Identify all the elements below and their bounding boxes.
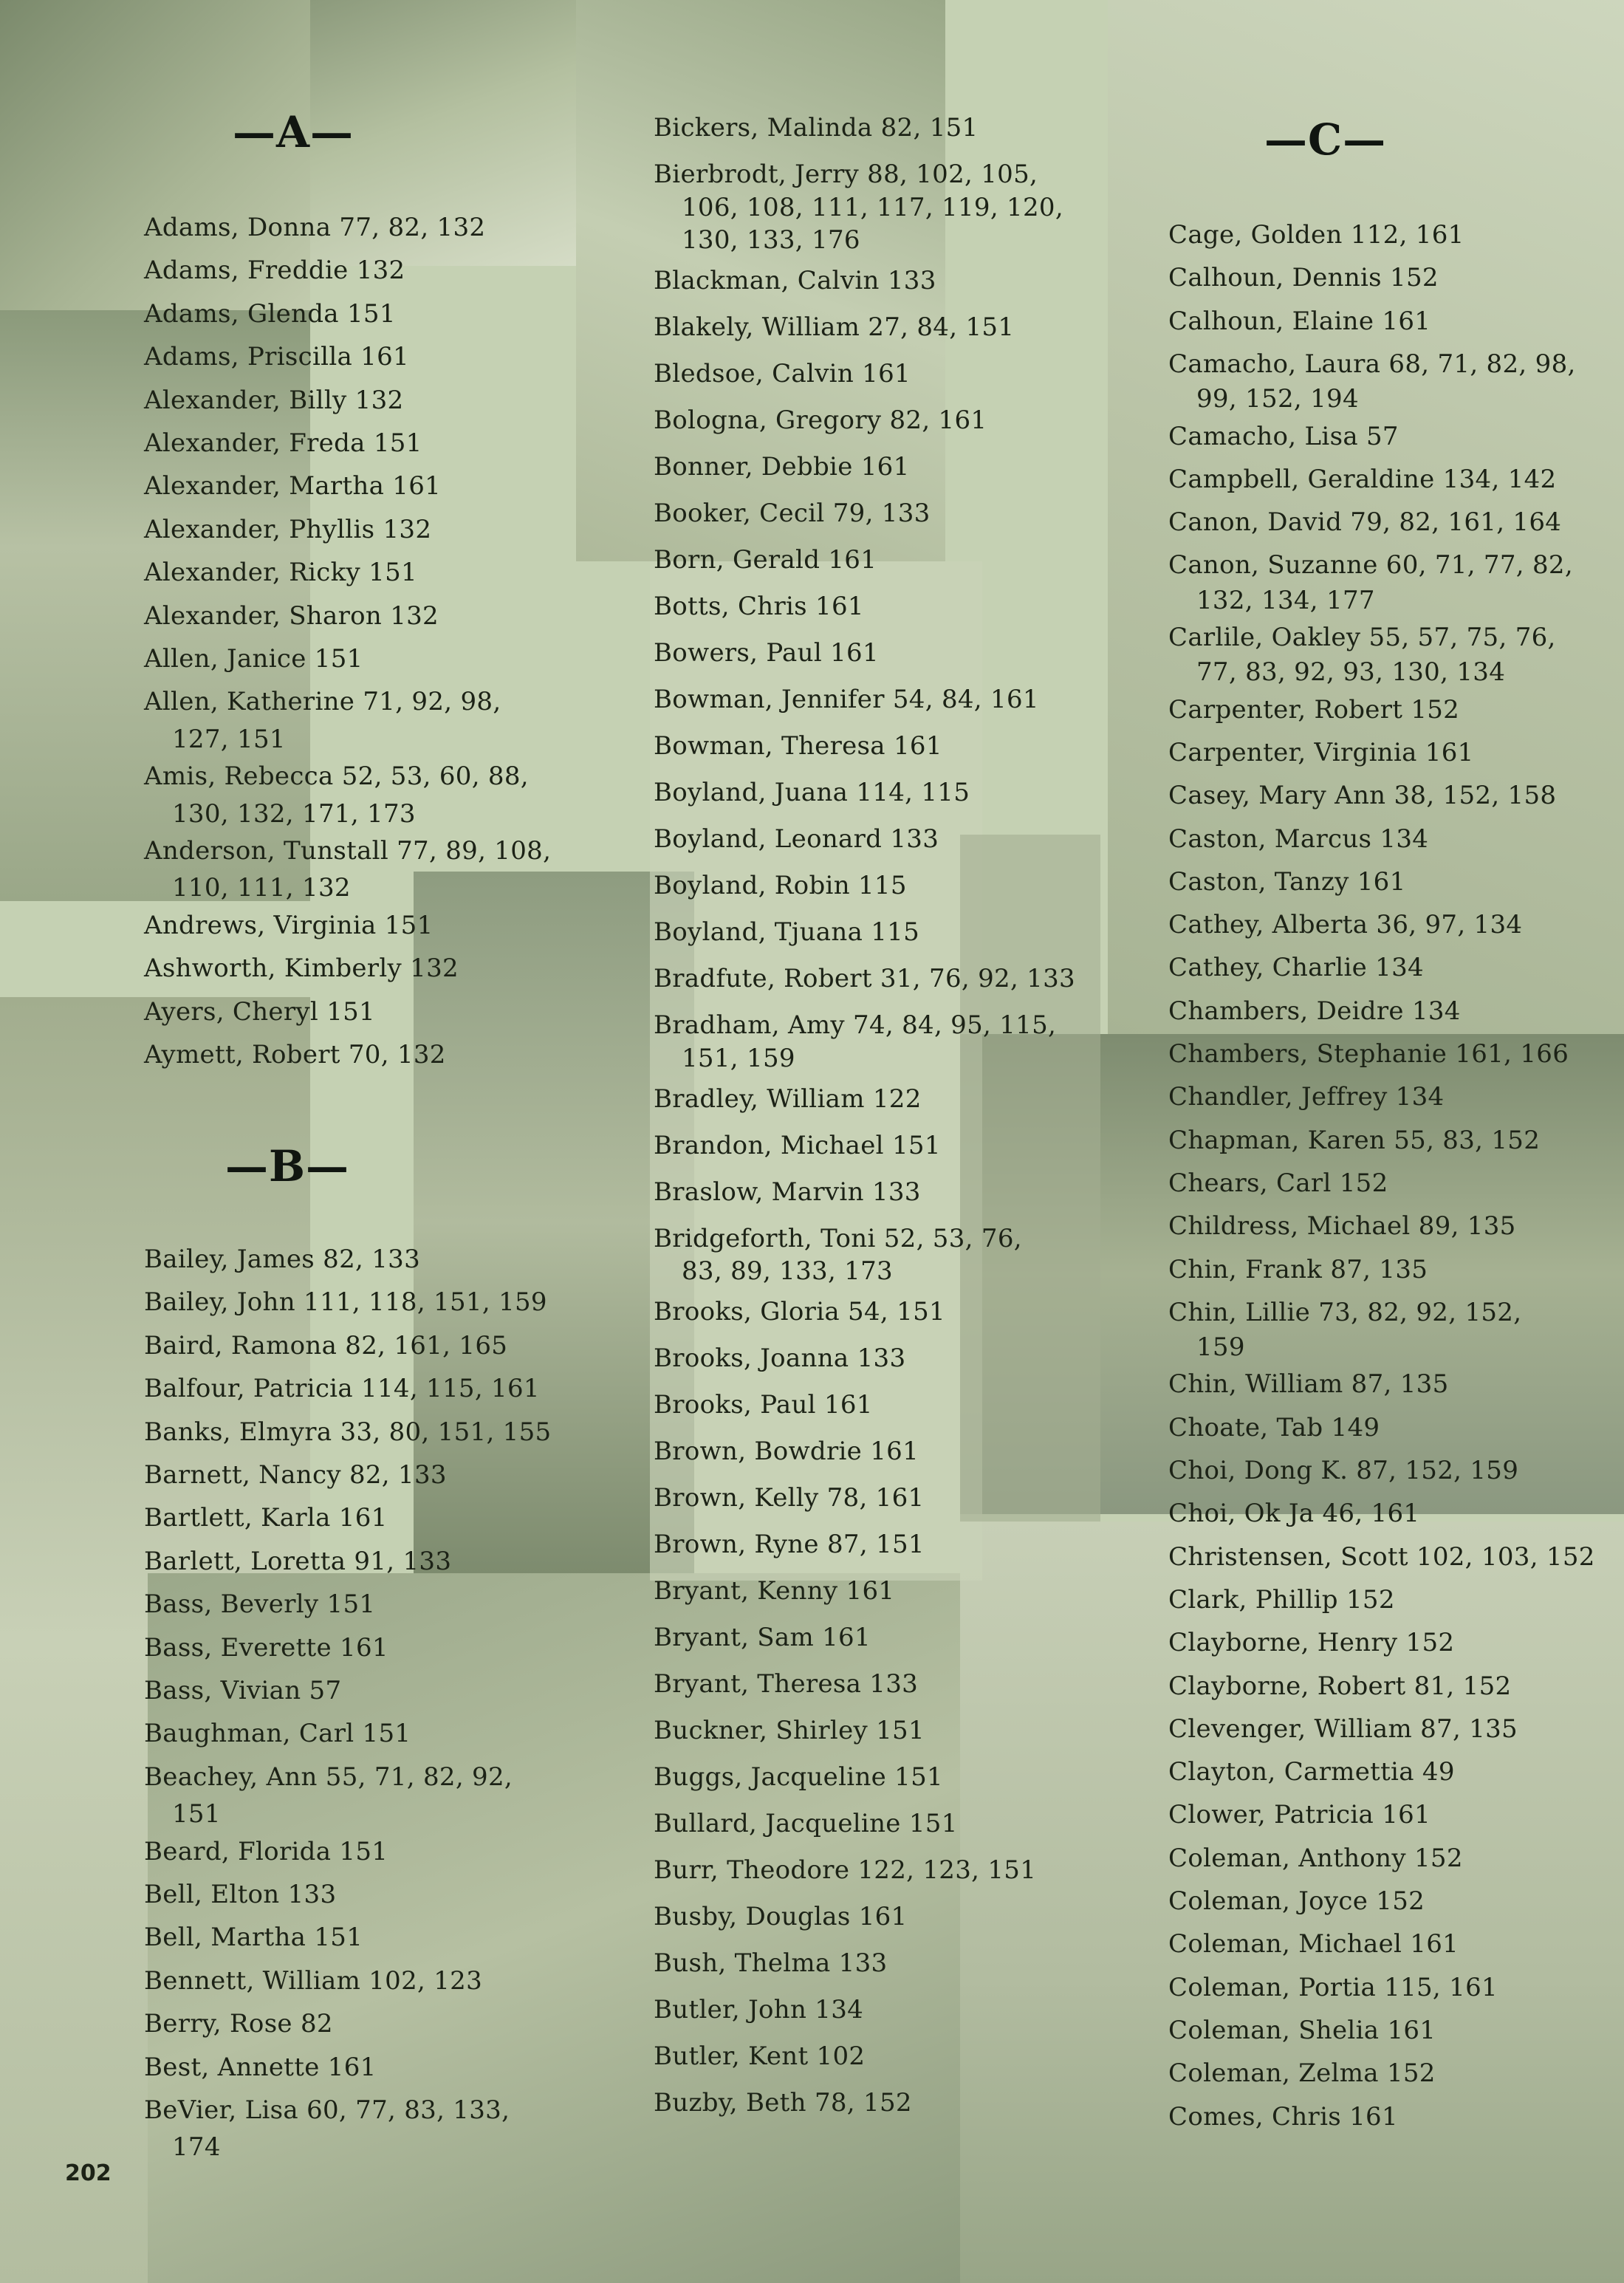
index-entry: Choi, Dong K. 87, 152, 159 <box>1168 1456 1519 1485</box>
index-entry: Brooks, Joanna 133 <box>654 1344 906 1373</box>
index-entry: Campbell, Geraldine 134, 142 <box>1168 464 1557 494</box>
index-entry: Bryant, Theresa 133 <box>654 1669 919 1699</box>
index-entry: Carpenter, Robert 152 <box>1168 694 1460 725</box>
index-entry: BeVier, Lisa 60, 77, 83, 133, <box>144 2095 510 2125</box>
index-entry: Boyland, Robin 115 <box>654 871 907 900</box>
index-entry: Bowers, Paul 161 <box>654 638 879 668</box>
index-entry: Bass, Vivian 57 <box>144 1676 342 1705</box>
index-entry: Coleman, Portia 115, 161 <box>1168 1972 1498 2002</box>
index-entry-continuation: 127, 151 <box>172 724 286 754</box>
index-entry: Braslow, Marvin 133 <box>654 1177 921 1207</box>
index-entry: Chapman, Karen 55, 83, 152 <box>1168 1125 1541 1155</box>
index-entry: Bradham, Amy 74, 84, 95, 115, <box>654 1010 1057 1040</box>
index-entry: Carpenter, Virginia 161 <box>1168 737 1474 767</box>
index-entry: Chambers, Deidre 134 <box>1168 996 1461 1026</box>
index-entry: Chin, Frank 87, 135 <box>1168 1254 1428 1284</box>
index-entry: Alexander, Martha 161 <box>144 471 442 502</box>
index-entry: Bell, Elton 133 <box>144 1880 337 1909</box>
index-entry: Canon, David 79, 82, 161, 164 <box>1168 507 1562 538</box>
index-entry: Bell, Martha 151 <box>144 1923 363 1953</box>
index-entry: Bailey, John 111, 118, 151, 159 <box>144 1287 547 1318</box>
index-entry-continuation: 174 <box>172 2132 221 2163</box>
index-entry: Brown, Kelly 78, 161 <box>654 1483 925 1513</box>
index-entry-continuation: 132, 134, 177 <box>1196 585 1375 615</box>
index-entry: Aymett, Robert 70, 132 <box>144 1040 446 1069</box>
index-entry: Calhoun, Elaine 161 <box>1168 306 1431 336</box>
index-entry-continuation: 83, 89, 133, 173 <box>682 1256 893 1286</box>
index-entry: Christensen, Scott 102, 103, 152 <box>1168 1541 1595 1572</box>
index-entry: Barnett, Nancy 82, 133 <box>144 1460 447 1490</box>
index-entry: Bradfute, Robert 31, 76, 92, 133 <box>654 964 1075 993</box>
index-entry: Clower, Patricia 161 <box>1168 1800 1431 1830</box>
index-entry: Bierbrodt, Jerry 88, 102, 105, <box>654 160 1038 189</box>
index-entry: Busby, Douglas 161 <box>654 1902 908 1931</box>
index-entry: Coleman, Zelma 152 <box>1168 2058 1436 2089</box>
index-entry: Adams, Glenda 151 <box>144 298 396 329</box>
index-entry: Ashworth, Kimberly 132 <box>144 954 459 984</box>
index-entry: Bennett, William 102, 123 <box>144 1965 483 1996</box>
index-entry-continuation: 110, 111, 132 <box>172 873 351 903</box>
index-entry: Cage, Golden 112, 161 <box>1168 220 1464 250</box>
index-entry: Best, Annette 161 <box>144 2052 377 2082</box>
index-entry: Bickers, Malinda 82, 151 <box>654 113 979 143</box>
text-panel-dark <box>960 835 1100 1522</box>
index-entry: Baughman, Carl 151 <box>144 1719 411 1749</box>
index-entry: Clevenger, William 87, 135 <box>1168 1714 1518 1744</box>
index-entry: Bonner, Debbie 161 <box>654 452 910 482</box>
index-entry: Barlett, Loretta 91, 133 <box>144 1546 452 1576</box>
index-entry: Coleman, Anthony 152 <box>1168 1843 1463 1873</box>
index-entry: Boyland, Tjuana 115 <box>654 917 920 947</box>
index-entry: Anderson, Tunstall 77, 89, 108, <box>144 836 552 866</box>
index-entry: Chambers, Stephanie 161, 166 <box>1168 1039 1569 1069</box>
index-entry: Blackman, Calvin 133 <box>654 266 936 295</box>
index-entry: Carlile, Oakley 55, 57, 75, 76, <box>1168 623 1556 652</box>
index-entry: Buggs, Jacqueline 151 <box>654 1762 943 1792</box>
index-entry: Clayborne, Robert 81, 152 <box>1168 1671 1512 1701</box>
index-entry: Adams, Priscilla 161 <box>144 342 409 372</box>
index-entry: Bologna, Gregory 82, 161 <box>654 405 987 435</box>
index-entry: Adams, Donna 77, 82, 132 <box>144 213 486 242</box>
index-entry: Comes, Chris 161 <box>1168 2101 1398 2132</box>
index-entry: Butler, John 134 <box>654 1995 864 2024</box>
index-entry: Cathey, Alberta 36, 97, 134 <box>1168 910 1523 940</box>
index-entry: Amis, Rebecca 52, 53, 60, 88, <box>144 761 529 792</box>
index-entry: Born, Gerald 161 <box>654 545 877 575</box>
index-entry: Bowman, Theresa 161 <box>654 731 942 761</box>
index-entry-continuation: 151 <box>172 1799 221 1830</box>
index-entry: Brown, Ryne 87, 151 <box>654 1530 925 1559</box>
index-entry: Baird, Ramona 82, 161, 165 <box>144 1330 508 1360</box>
index-entry-continuation: 77, 83, 92, 93, 130, 134 <box>1196 657 1506 688</box>
index-entry: Ayers, Cheryl 151 <box>144 996 375 1027</box>
index-entry: Buckner, Shirley 151 <box>654 1716 925 1745</box>
index-entry: Chears, Carl 152 <box>1168 1168 1388 1198</box>
index-entry: Coleman, Shelia 161 <box>1168 2015 1436 2045</box>
index-entry: Caston, Marcus 134 <box>1168 824 1429 854</box>
section-letter-c: —C— <box>1264 114 1387 165</box>
index-entry: Bridgeforth, Toni 52, 53, 76, <box>654 1223 1022 1253</box>
index-entry: Bryant, Sam 161 <box>654 1623 871 1652</box>
index-entry: Butler, Kent 102 <box>654 2041 866 2071</box>
index-entry-continuation: 159 <box>1196 1332 1245 1363</box>
index-entry: Coleman, Michael 161 <box>1168 1929 1459 1959</box>
index-entry-continuation: 130, 132, 171, 173 <box>172 798 416 829</box>
index-entry: Chandler, Jeffrey 134 <box>1168 1082 1445 1112</box>
index-entry: Boyland, Juana 114, 115 <box>654 778 970 807</box>
index-entry: Alexander, Sharon 132 <box>144 600 439 631</box>
index-entry: Bryant, Kenny 161 <box>654 1576 895 1606</box>
index-entry: Blakely, William 27, 84, 151 <box>654 312 1015 342</box>
index-entry: Childress, Michael 89, 135 <box>1168 1211 1516 1242</box>
index-entry: Choate, Tab 149 <box>1168 1412 1380 1442</box>
index-entry: Bartlett, Karla 161 <box>144 1503 388 1533</box>
index-entry: Allen, Janice 151 <box>144 644 363 674</box>
index-entry: Choi, Ok Ja 46, 161 <box>1168 1499 1420 1529</box>
index-entry: Adams, Freddie 132 <box>144 256 405 286</box>
index-entry: Booker, Cecil 79, 133 <box>654 499 931 528</box>
index-entry: Brooks, Paul 161 <box>654 1390 873 1420</box>
index-entry: Brooks, Gloria 54, 151 <box>654 1297 945 1327</box>
index-entry: Bass, Beverly 151 <box>144 1589 376 1620</box>
index-entry: Allen, Katherine 71, 92, 98, <box>144 687 501 717</box>
index-entry-continuation: 130, 133, 176 <box>682 225 860 255</box>
index-entry: Buzby, Beth 78, 152 <box>654 2088 912 2118</box>
index-entry: Calhoun, Dennis 152 <box>1168 263 1439 293</box>
index-entry: Brown, Bowdrie 161 <box>654 1437 919 1466</box>
index-entry: Camacho, Laura 68, 71, 82, 98, <box>1168 349 1576 379</box>
index-entry: Alexander, Billy 132 <box>144 385 404 415</box>
index-entry: Clayton, Carmettia 49 <box>1168 1757 1455 1787</box>
index-entry: Alexander, Ricky 151 <box>144 558 417 588</box>
index-entry-continuation: 99, 152, 194 <box>1196 384 1359 414</box>
index-entry: Alexander, Freda 151 <box>144 428 422 458</box>
index-entry: Alexander, Phyllis 132 <box>144 514 432 544</box>
index-entry: Cathey, Charlie 134 <box>1168 953 1424 983</box>
section-letter-a: —A— <box>233 107 354 157</box>
index-entry: Canon, Suzanne 60, 71, 77, 82, <box>1168 550 1573 581</box>
index-entry: Casey, Mary Ann 38, 152, 158 <box>1168 781 1557 811</box>
index-entry: Beachey, Ann 55, 71, 82, 92, <box>144 1762 513 1792</box>
index-entry: Clark, Phillip 152 <box>1168 1584 1395 1615</box>
index-entry: Banks, Elmyra 33, 80, 151, 155 <box>144 1417 552 1447</box>
index-entry: Caston, Tanzy 161 <box>1168 866 1406 897</box>
index-entry: Bailey, James 82, 133 <box>144 1245 421 1274</box>
index-entry: Burr, Theodore 122, 123, 151 <box>654 1855 1037 1885</box>
index-entry: Clayborne, Henry 152 <box>1168 1628 1455 1658</box>
index-entry-continuation: 106, 108, 111, 117, 119, 120, <box>682 192 1063 222</box>
index-entry: Bullard, Jacqueline 151 <box>654 1809 958 1838</box>
section-letter-b: —B— <box>225 1141 350 1191</box>
index-entry: Bass, Everette 161 <box>144 1632 388 1663</box>
index-entry: Andrews, Virginia 151 <box>144 910 434 940</box>
index-entry: Bledsoe, Calvin 161 <box>654 359 911 389</box>
index-entry: Balfour, Patricia 114, 115, 161 <box>144 1374 540 1404</box>
index-entry: Bradley, William 122 <box>654 1084 922 1114</box>
index-entry: Bowman, Jennifer 54, 84, 161 <box>654 685 1039 714</box>
index-entry: Botts, Chris 161 <box>654 592 864 621</box>
index-entry-continuation: 151, 159 <box>682 1043 795 1073</box>
index-entry: Brandon, Michael 151 <box>654 1130 941 1160</box>
index-entry: Coleman, Joyce 152 <box>1168 1886 1425 1916</box>
index-entry: Boyland, Leonard 133 <box>654 824 939 854</box>
index-entry: Chin, William 87, 135 <box>1168 1369 1449 1400</box>
index-entry: Bush, Thelma 133 <box>654 1948 888 1978</box>
index-entry: Camacho, Lisa 57 <box>1168 421 1399 451</box>
index-entry: Berry, Rose 82 <box>144 2009 333 2039</box>
page-number: 202 <box>65 2160 112 2186</box>
index-entry: Beard, Florida 151 <box>144 1836 388 1866</box>
index-entry: Chin, Lillie 73, 82, 92, 152, <box>1168 1297 1522 1327</box>
